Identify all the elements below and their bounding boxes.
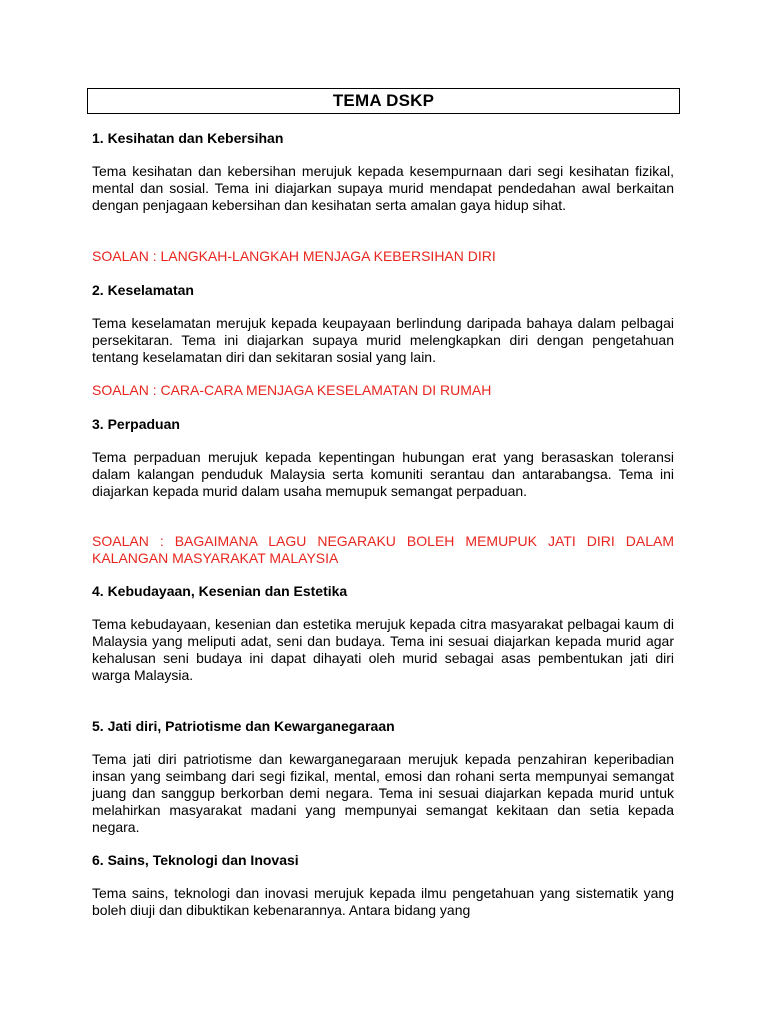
section-1-body [92, 163, 674, 214]
section-question: SOALAN : BAGAIMANA LAGU NEGARAKU BOLEH MEMUPUK JATI DIRI DALAM KALANGAN MASYARAKAT MALAYSIA [92, 533, 674, 566]
section-2-body [92, 315, 674, 366]
section-heading: 4. Kebudayaan, Kesenian dan Estetika [92, 583, 348, 599]
section-2-question [92, 382, 674, 399]
section-paragraph: Tema jati diri patriotisme dan kewarganegaraan merujuk kepada penzahiran keperibadian insan yang seimbang dari segi fizikal, mental, emosi dan rohani serta mempunyai semangat juang dan sanggup berkorban demi negara. Tema ini sesuai diajarkan kepada murid untuk melahirkan masyarakat madani yang mempunyai semangat kekitaan dan setia kepada negara. [92, 751, 674, 835]
section-heading: 1. Kesihatan dan Kebersihan [92, 130, 284, 146]
section-4-body [92, 616, 674, 684]
section-4 [92, 583, 674, 600]
section-heading: 6. Sains, Teknologi dan Inovasi [92, 852, 299, 868]
section-question: SOALAN : CARA-CARA MENJAGA KESELAMATAN DI RUMAH [92, 382, 492, 398]
section-heading: 3. Perpaduan [92, 416, 180, 432]
page-title: TEMA DSKP [332, 91, 435, 110]
section-question: SOALAN : LANGKAH-LANGKAH MENJAGA KEBERSIHAN DIRI [92, 248, 496, 264]
section-paragraph: Tema perpaduan merujuk kepada kepentingan hubungan erat yang berasaskan toleransi dalam kalangan penduduk Malaysia serta komuniti serantau dan antarabangsa. Tema ini diajarkan kepada murid dalam usaha memupuk semangat perpaduan. [92, 449, 674, 499]
section-5-body [92, 751, 674, 836]
section-6-body [92, 885, 674, 919]
section-1-question [92, 248, 674, 265]
section-paragraph: Tema kesihatan dan kebersihan merujuk kepada kesempurnaan dari segi kesihatan fizikal, mental dan sosial. Tema ini diajarkan supaya murid mendapat pendedahan awal berkaitan dengan penjagaan kebersihan dan kesihatan serta amalan gaya hidup sihat. [92, 163, 674, 213]
section-3-body [92, 449, 674, 500]
section-heading: 2. Keselamatan [92, 282, 194, 298]
section-3-question [92, 533, 674, 567]
section-2 [92, 282, 674, 299]
title-box [87, 88, 680, 114]
section-paragraph: Tema keselamatan merujuk kepada keupayaan berlindung daripada bahaya dalam pelbagai persekitaran. Tema ini diajarkan supaya murid melengkapkan diri dengan pengetahuan tentang keselamatan diri dan sekitaran sosial yang lain. [92, 315, 674, 365]
section-paragraph: Tema sains, teknologi dan inovasi merujuk kepada ilmu pengetahuan yang sistematik yang boleh diuji dan dibuktikan kebenarannya. Antara bidang yang [92, 885, 674, 918]
section-1 [92, 130, 674, 147]
section-paragraph: Tema kebudayaan, kesenian dan estetika merujuk kepada citra masyarakat pelbagai kaum di Malaysia yang meliputi adat, seni dan budaya. Tema ini sesuai diajarkan kepada murid agar kehalusan seni budaya ini dapat dihayati oleh murid sebagai asas pembentukan jati diri warga Malaysia. [92, 616, 674, 683]
section-5 [92, 718, 674, 735]
section-3 [92, 416, 674, 433]
section-heading: 5. Jati diri, Patriotisme dan Kewarganegaraan [92, 718, 395, 734]
section-6 [92, 852, 674, 869]
